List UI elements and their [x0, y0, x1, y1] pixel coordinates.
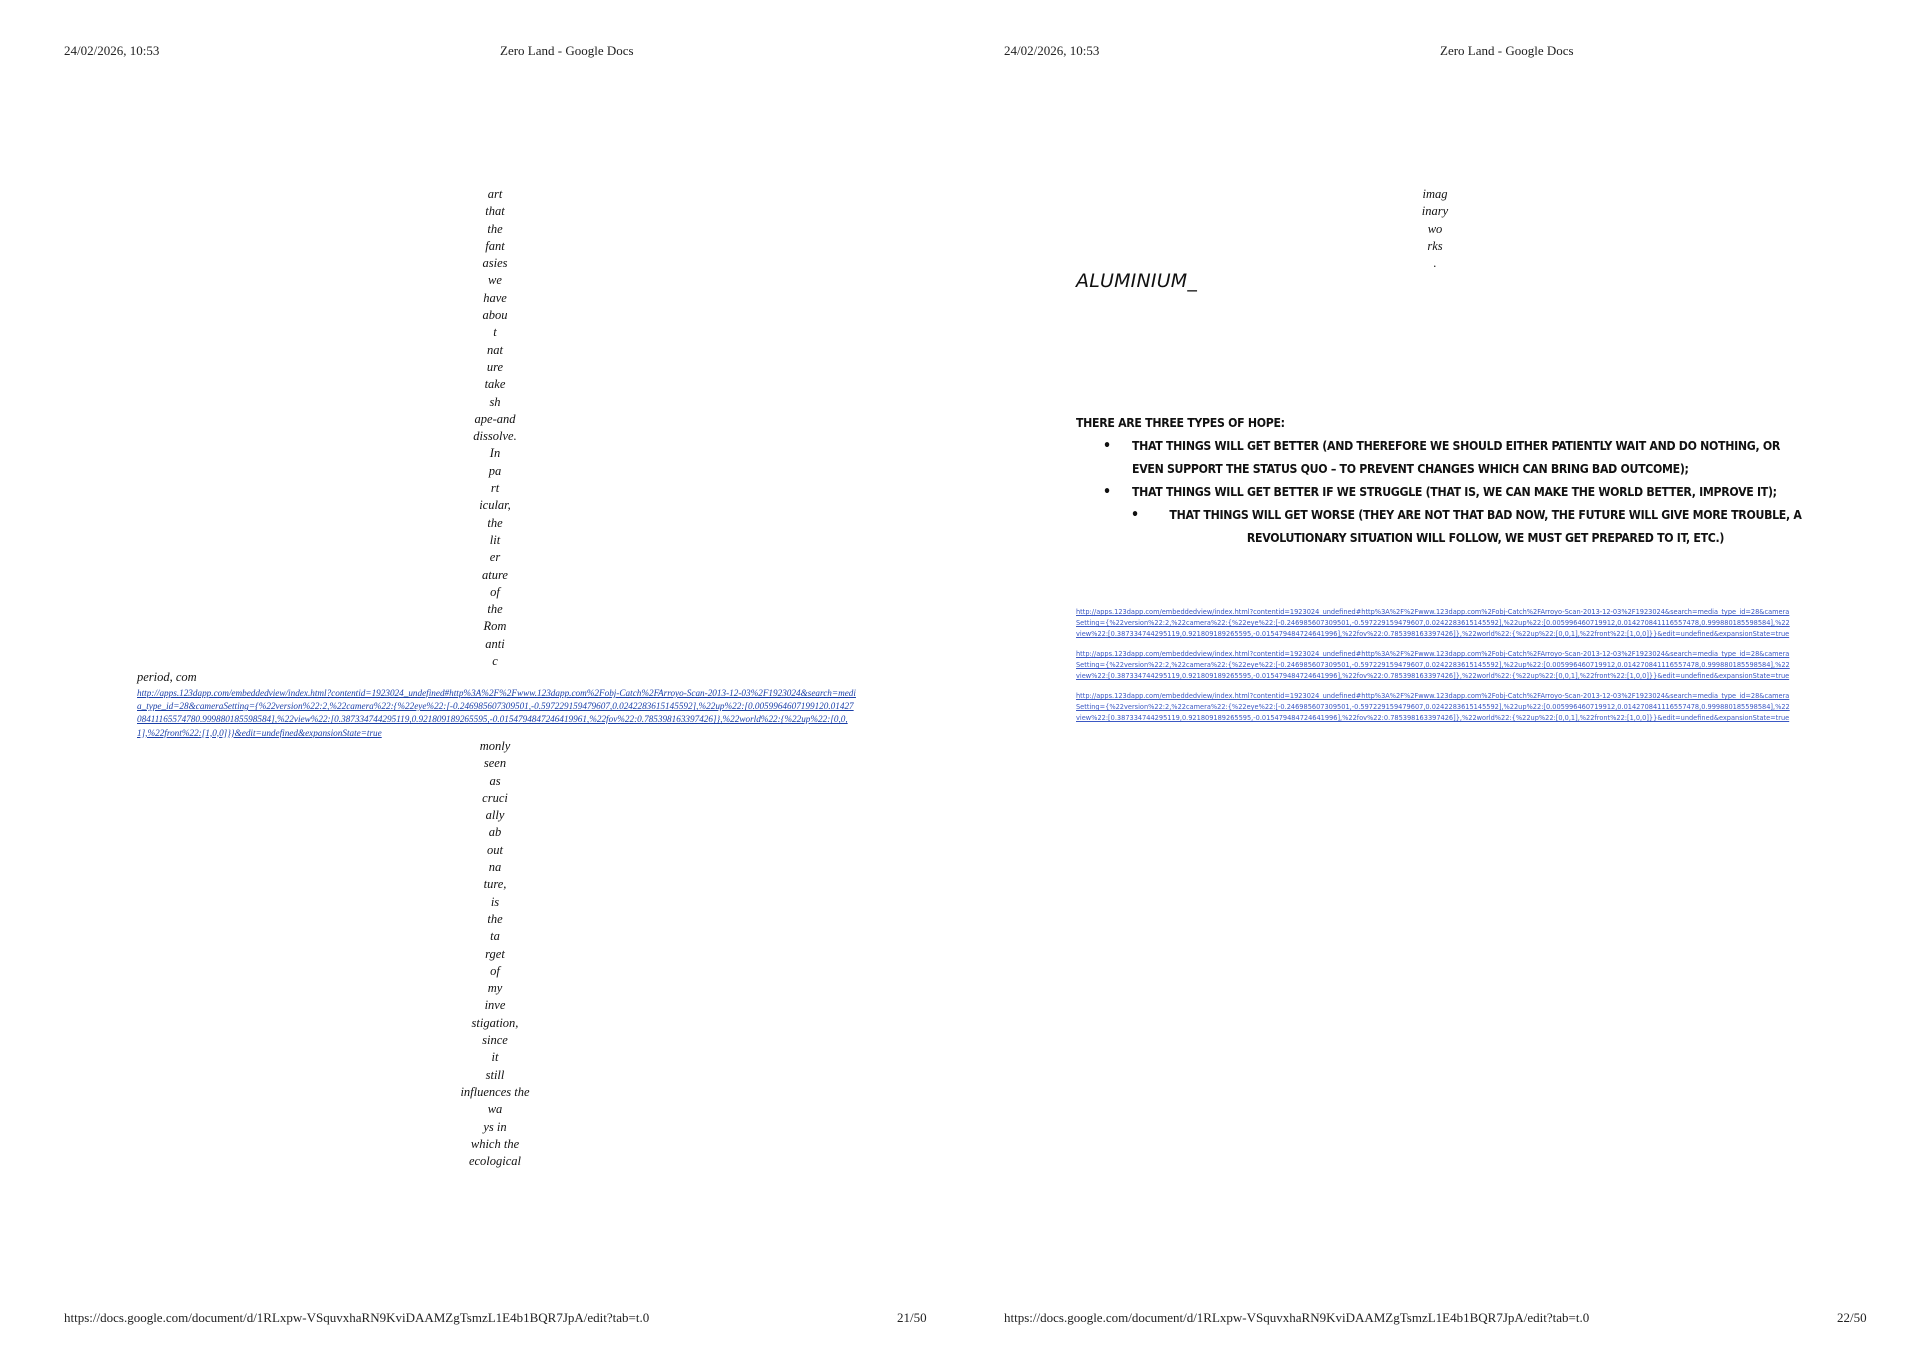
column-word: sh	[489, 394, 501, 409]
column-word: lit	[489, 532, 501, 547]
column-word: t	[493, 325, 497, 340]
hope-bullet-1: • THAT THINGS WILL GET BETTER (AND THEREFORE WE SHOULD EITHER PATIENTLY WAIT AND DO NOTHING, OR EVEN SUPPORT THE STATUS QUO – TO PREVENT CHANGES WHICH CAN BRING BAD OUTCOME);	[1076, 435, 1811, 481]
section-heading: ALUMINIUM_	[1076, 270, 1198, 292]
column-word: cruci	[482, 790, 508, 805]
column-word: rks	[1427, 238, 1443, 253]
column-word: the	[487, 221, 503, 236]
embedded-view-link-2[interactable]: http://apps.123dapp.com/embeddedview/index.html?contentid=1923024_undefined#http%3A%2F%2Fwww.123dapp.com%2Fobj-Catch%2FArroyo-Scan-2013-12-03%2F1923024&search=media_type_id=28&cameraSetting={%22version%22:2,%22camera%22:{%22eye%22:[-0.246985607309501,-0.597229159479607,0.0242283615145592],%22up%22:[0.005996460719912,0.014270841116557478,0.999880185598584],%22view%22:[0.387334744295119,0.921809189265595,-0.015479484724641996],%22fov%22:0.785398163397426]},%22world%22:{%22up%22:[0,0,1],%22front%22:[1,0,0]}}&edit=undefined&expansionState=true	[1076, 650, 1790, 680]
header-title: Zero Land - Google Docs	[500, 43, 634, 58]
column-word: art	[487, 187, 503, 201]
column-word: influences the	[460, 1084, 530, 1099]
embedded-view-link-3[interactable]: http://apps.123dapp.com/embeddedview/index.html?contentid=1923024_undefined#http%3A%2F%2Fwww.123dapp.com%2Fobj-Catch%2FArroyo-Scan-2013-12-03%2F1923024&search=media_type_id=28&cameraSetting={%22version%22:2,%22camera%22:{%22eye%22:[-0.246985607309501,-0.597229159479607,0.0242283615145592],%22up%22:[0.005996460719912,0.014270841116557478,0.999880185598584],%22view%22:[0.387334744295119,0.921809189265595,-0.015479484724641996],%22fov%22:0.785398163397426]},%22world%22:{%22up%22:[0,0,1],%22front%22:[1,0,0]}}&edit=undefined&expansionState=true	[1076, 692, 1790, 722]
column-word: fant	[485, 238, 505, 253]
header-datetime: 24/02/2026, 10:53	[1004, 43, 1100, 58]
column-word: wa	[487, 1102, 503, 1117]
column-word: as	[489, 773, 501, 788]
hope-bullet-3: • THAT THINGS WILL GET WORSE (THEY ARE NOT THAT BAD NOW, THE FUTURE WILL GIVE MORE TROUBLE, A REVOLUTIONARY SITUATION WILL FOLLOW, WE MUST GET PREPARED TO IT, ETC.)	[1076, 504, 1811, 550]
column-word: ture,	[483, 877, 507, 892]
column-word: In	[489, 446, 501, 461]
column-word: anti	[485, 636, 505, 651]
text-column-top	[445, 186, 545, 670]
column-word: it	[491, 1050, 499, 1065]
column-word: the	[487, 515, 503, 530]
column-word: ure	[486, 359, 504, 374]
column-word: since	[482, 1033, 508, 1048]
hope-intro: THERE ARE THREE TYPES OF HOPE:	[1076, 416, 1285, 430]
column-word: icular,	[479, 498, 511, 513]
column-word: which the	[470, 1136, 520, 1151]
column-word: the	[487, 602, 503, 617]
column-word: out	[487, 842, 503, 857]
column-word: ally	[485, 808, 505, 823]
column-word: we	[488, 273, 502, 288]
column-word: ab	[488, 825, 502, 840]
column-word: rget	[485, 946, 505, 961]
embedded-view-link-1[interactable]: http://apps.123dapp.com/embeddedview/index.html?contentid=1923024_undefined#http%3A%2F%2Fwww.123dapp.com%2Fobj-Catch%2FArroyo-Scan-2013-12-03%2F1923024&search=media_type_id=28&cameraSetting={%22version%22:2,%22camera%22:{%22eye%22:[-0.246985607309501,-0.597229159479607,0.0242283615145592],%22up%22:[0.005996460719912,0.014270841116557478,0.999880185598584],%22view%22:[0.387334744295119,0.921809189265595,-0.015479484724641996],%22fov%22:0.785398163397426]},%22world%22:{%22up%22:[0,0,1],%22front%22:[1,0,0]}}&edit=undefined&expansionState=true	[1076, 608, 1790, 638]
column-word: na	[488, 860, 502, 875]
column-word: nat	[487, 342, 503, 357]
column-word: ape-and	[474, 411, 516, 426]
column-word: that	[485, 204, 505, 219]
column-word: c	[492, 654, 498, 669]
header-title: Zero Land - Google Docs	[1440, 43, 1574, 58]
column-word: is	[490, 894, 500, 909]
column-word: abou	[482, 308, 508, 323]
link-list	[1076, 607, 1792, 733]
column-word: pa	[488, 463, 502, 478]
column-word: inary	[1421, 204, 1449, 219]
column-word: wo	[1427, 221, 1443, 236]
column-word: of	[490, 963, 500, 978]
column-word: er	[489, 550, 501, 565]
period-line: period, com	[137, 670, 197, 684]
header-datetime: 24/02/2026, 10:53	[64, 43, 160, 58]
column-word: ys in	[483, 1119, 507, 1134]
text-column-top-right	[1395, 186, 1475, 272]
footer-url: https://docs.google.com/document/d/1RLxpw-VSquvxhaRN9KviDAAMZgTsmzL1E4b1BQR7JpA/edit?tab=t.0	[64, 1310, 650, 1325]
hope-section	[1076, 412, 1811, 550]
column-word: the	[487, 911, 503, 926]
column-word: dissolve.	[473, 429, 517, 444]
column-word: ature	[482, 567, 508, 582]
column-word: asies	[482, 256, 508, 271]
column-word: inve	[484, 998, 506, 1013]
hope-bullet-2: • THAT THINGS WILL GET BETTER IF WE STRUGGLE (THAT IS, WE CAN MAKE THE WORLD BETTER, IMPROVE IT);	[1076, 481, 1811, 504]
column-word: my	[487, 981, 503, 996]
text-column-bottom	[445, 738, 545, 1170]
column-word: of	[490, 584, 500, 599]
footer-page-number: 22/50	[1837, 1310, 1867, 1325]
column-word: take	[484, 377, 506, 392]
column-word: still	[485, 1067, 505, 1082]
column-word: seen	[483, 756, 507, 771]
column-word: have	[483, 290, 507, 305]
embedded-view-link[interactable]: http://apps.123dapp.com/embeddedview/index.html?contentid=1923024_undefined#http%3A%2F%2Fwww.123dapp.com%2Fobj-Catch%2FArroyo-Scan-2013-12-03%2F1923024&search=media_type_id=28&cameraSetting={%22version%22:2,%22camera%22:{%22eye%22:[-0.246985607309501,-0.597229159479607,0.0242283615145592],%22up%22:[0.0059964607199120.0142708411165574780.999880185598584],%22view%22:[0.387334744295119,0.921809189265595,-0.0154794847246419961,%22fov%22:0.785398163397426]},%22world%22:{%22up%22:[0,0,1],%22front%22:[1,0,0]}}&edit=undefined&expansionState=true	[137, 688, 856, 738]
column-word: ta	[490, 929, 500, 944]
footer-url: https://docs.google.com/document/d/1RLxpw-VSquvxhaRN9KviDAAMZgTsmzL1E4b1BQR7JpA/edit?tab=t.0	[1004, 1310, 1590, 1325]
footer-page-number: 21/50	[897, 1310, 927, 1325]
column-word: rt	[490, 481, 500, 496]
column-word: stigation,	[471, 1015, 519, 1030]
column-word: monly	[479, 739, 511, 753]
column-word: Rom	[483, 619, 507, 634]
column-word: ecological	[468, 1154, 522, 1169]
column-word: .	[1433, 256, 1437, 271]
column-word: imag	[1422, 187, 1448, 201]
